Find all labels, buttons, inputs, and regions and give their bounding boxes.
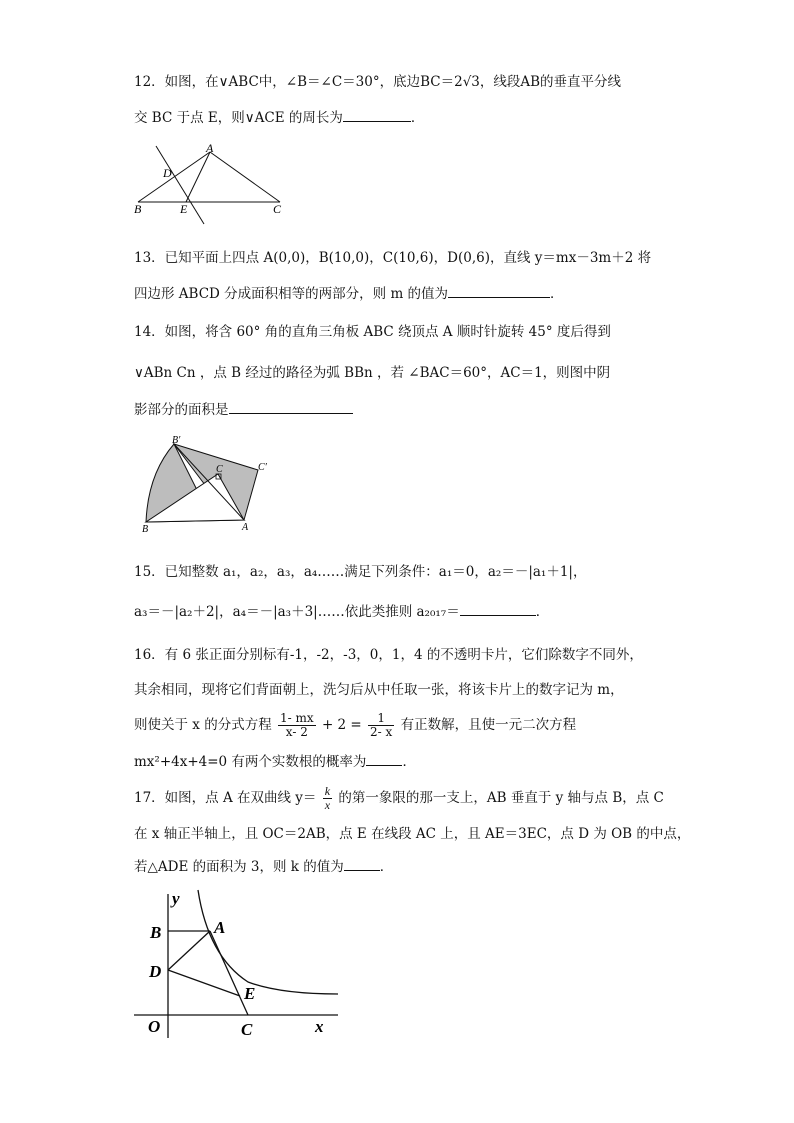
q17-fraction-k-over-x: $\frac{k}{x}$ [324,784,331,812]
q14-label-c: C [216,464,223,475]
q13-line2: 四边形 ABCD 分成面积相等的两部分，则 m 的值为 ． [134,286,564,302]
q12-segment-ac [210,152,280,202]
q17-segment-ac [210,931,248,1015]
q14-label-a: A [242,522,249,533]
q16-line1: 16．有 6 张正面分别标有-1，-2，-3，0，1，4 的不透明卡片，它们除数字不同外， [134,647,643,663]
q12-answer-blank[interactable] [343,109,411,122]
q17-line2: 在 x 轴正半轴上，且 OC＝2AB，点 E 在线段 AC 上，且 AE＝3EC，点 D 为 OB 的中点， [134,826,691,842]
q16-fraction-1: $\frac{1- mx}{x- 2}$ [280,711,314,739]
q17-label-c: C [241,1020,253,1039]
q17-segment-da [168,931,210,970]
q16-answer-blank[interactable] [366,753,402,766]
q17-hyperbola [198,890,338,994]
q14-line1: 14．如图，将含 60° 角的直角三角板 ABC 绕顶点 A 顺时针旋转 45° 度后得到 [134,324,611,340]
q12-label-d: D [163,166,172,180]
q14-answer-blank[interactable] [229,401,353,414]
q17-label-d: D [149,962,162,981]
q14-line3: 影部分的面积是 [134,400,353,420]
q16-line4: mx²+4x+4=0 有两个实数根的概率为 ． [134,754,416,770]
q15-answer-blank[interactable] [460,603,536,616]
q17-label-a: A [214,918,226,937]
q17-line3: 若△ADE 的面积为 3，则 k 的值为 ． [134,859,394,875]
q17-label-x: x [315,1017,324,1036]
q15-line2: a₃＝－|a₂＋2|，a₄＝－|a₃＋3|……依此类推则 a₂₀₁₇＝ ． [134,604,550,620]
q13-answer-blank[interactable] [448,285,550,298]
q12-line2: 交 BC 于点 E，则∨ACE 的周长为 ． [134,110,425,126]
q17-line1: 17．如图，点 A 在双曲线 y＝ $\frac{k}{x}$ 的第一象限的那一支上，AB 垂直于 y 轴与点 B，点 C [134,784,664,812]
q14-label-b1: B′ [172,435,181,446]
q14-label-b: B [142,524,149,534]
q12-label-a: A [206,141,214,155]
q17-answer-blank[interactable] [344,858,380,871]
q17-label-o: O [148,1017,161,1036]
q17-label-e: E [244,984,256,1003]
q12-line1: 12．如图，在∨ABC中，∠B＝∠C＝30°，底边BC＝2√3，线段AB的垂直平分线 [134,74,622,90]
q12-figure [130,140,300,232]
q16-line3: 则使关于 x 的分式方程 $\frac{1- mx}{x- 2}$ + 2 = $\frac{1}{2- x}$ 有正数解，且使一元二次方程 [134,711,577,739]
q17-figure [130,886,342,1040]
q17-label-y: y [172,889,180,908]
q12-segment-ae [186,152,210,202]
q17-label-b: B [150,923,162,942]
q14-figure [138,434,278,534]
q12-label-e: E [180,202,188,216]
q14-label-c1: C′ [258,462,267,473]
q13-line1: 13．已知平面上四点 A(0,0)，B(10,0)，C(10,6)，D(0,6)，直线 y＝mx－3m＋2 将 [134,250,652,266]
q16-line2: 其余相同，现将它们背面朝上，洗匀后从中任取一张，将该卡片上的数字记为 m， [134,682,624,698]
q15-line1: 15．已知整数 a₁，a₂，a₃，a₄……满足下列条件：a₁＝0，a₂＝－|a₁＋1|， [134,564,587,580]
q14-line2: ∨ABn Cn ，点 B 经过的路径为弧 BBn ，若 ∠BAC＝60°，AC＝1，则图中阴 [134,365,611,381]
q12-label-b: B [134,202,142,216]
q16-fraction-2: $\frac{1}{2- x}$ [370,711,393,739]
q12-segment-ab [138,152,210,202]
q12-label-c: C [273,202,282,216]
